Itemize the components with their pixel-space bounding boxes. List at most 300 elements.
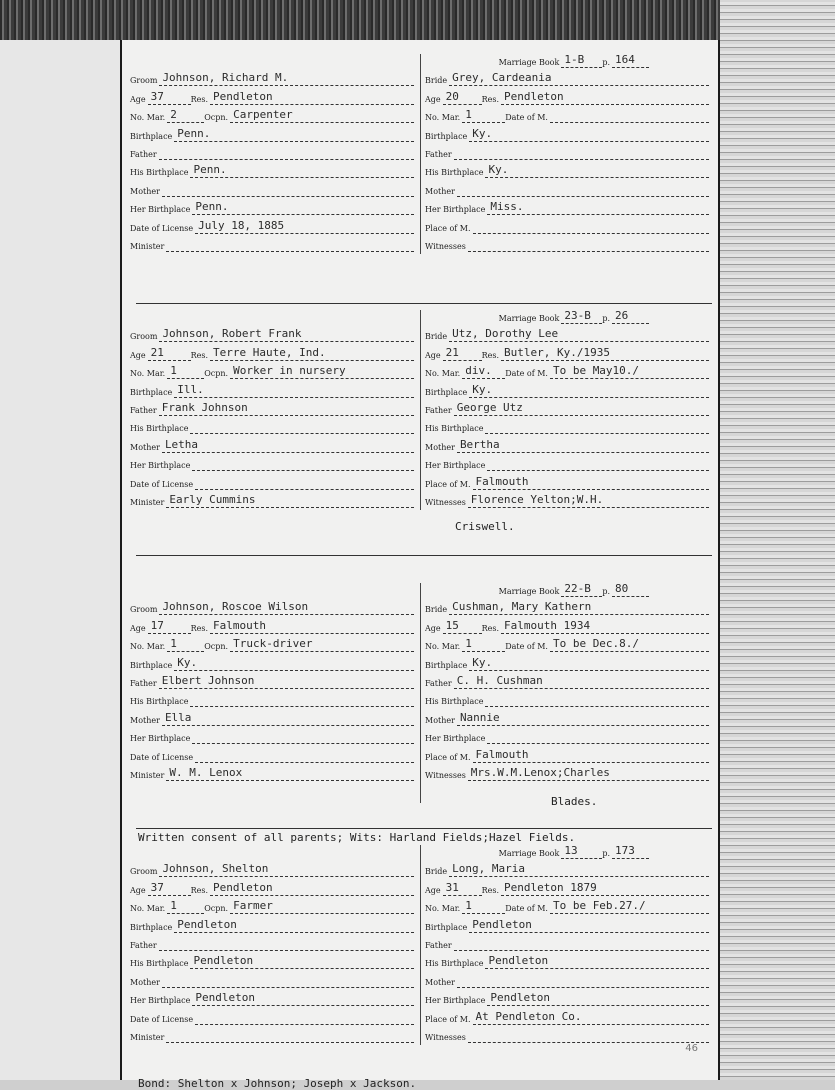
record-note: Written consent of all parents; Wits: Harland Fields;Hazel Fields. (138, 831, 576, 844)
field-label: Groom (130, 605, 158, 615)
field-label: Her Birthplace (130, 461, 191, 471)
bride-column (425, 54, 709, 252)
field-label: Date of M. (505, 904, 548, 914)
field-label: Age (425, 885, 441, 895)
field-label: His Birthplace (425, 168, 484, 178)
field-label: Father (425, 149, 452, 159)
form-row (130, 453, 414, 471)
field-label: His Birthplace (425, 424, 484, 434)
marriage-book-ref (425, 845, 709, 859)
groom-father-birthplace (190, 420, 414, 434)
witnesses (468, 1029, 709, 1043)
groom-mother-birthplace (192, 730, 414, 744)
groom-column (130, 68, 414, 252)
form-row (425, 1006, 709, 1024)
field-label: Marriage Book (498, 587, 560, 596)
field-label: Place of M. (425, 752, 471, 762)
groom-father-birthplace: Pendleton (190, 955, 414, 969)
form-row (130, 1025, 414, 1043)
field-label: Mother (425, 442, 455, 452)
field-label: Bride (425, 76, 448, 86)
field-label: No. Mar. (130, 369, 166, 379)
field-label: Res. (190, 623, 209, 633)
form-row (425, 453, 709, 471)
field-label: Groom (130, 76, 158, 86)
bride-father-birthplace: Ky. (485, 164, 709, 178)
field-label: Birthplace (130, 660, 173, 670)
form-row (130, 763, 414, 781)
field-label: Mother (425, 715, 455, 725)
field-label: His Birthplace (130, 168, 189, 178)
field-label: No. Mar. (425, 369, 461, 379)
form-row (130, 68, 414, 86)
bride-age: 15 (443, 620, 482, 634)
groom-mother-birthplace (192, 457, 414, 471)
minister (166, 1029, 414, 1043)
form-row (130, 896, 414, 914)
field-label: p. (602, 314, 610, 323)
field-label: Birthplace (130, 922, 173, 932)
form-row (130, 142, 414, 160)
bride-column (425, 845, 709, 1043)
groom-age: 37 (148, 91, 191, 105)
field-label: Her Birthplace (130, 996, 191, 1006)
groom-age: 21 (148, 347, 191, 361)
field-label: Mother (425, 977, 455, 987)
marriage-book-page: 80 (612, 583, 649, 597)
field-label: Place of M. (425, 223, 471, 233)
field-label: Bride (425, 332, 448, 342)
field-label: Father (130, 405, 157, 415)
field-label: Minister (130, 241, 165, 251)
place-of-marriage: Falmouth (473, 476, 709, 490)
form-row (130, 726, 414, 744)
field-label: Age (130, 885, 146, 895)
field-label: Ocpn. (204, 904, 229, 914)
field-label: His Birthplace (130, 959, 189, 969)
groom-father-birthplace: Penn. (190, 164, 414, 178)
field-label: Minister (130, 497, 165, 507)
field-label: Date of M. (505, 642, 548, 652)
form-row (130, 914, 414, 932)
field-label: Ocpn. (204, 369, 229, 379)
minister (166, 238, 414, 252)
groom-number-married: 1 (167, 638, 204, 652)
field-label: Ocpn. (204, 642, 229, 652)
bride-mother: Bertha (457, 439, 709, 453)
form-row (425, 615, 709, 633)
form-row (425, 652, 709, 670)
bride-name: Utz, Dorothy Lee (449, 328, 709, 342)
field-label: Marriage Book (498, 58, 560, 67)
record-separator (136, 555, 712, 556)
form-row (130, 969, 414, 987)
field-label: Res. (481, 623, 500, 633)
place-of-marriage (473, 220, 709, 234)
bride-number-married: 1 (462, 900, 505, 914)
groom-name: Johnson, Roscoe Wilson (159, 601, 414, 615)
field-label: Res. (481, 350, 500, 360)
record-separator (136, 303, 712, 304)
groom-mother (162, 974, 414, 988)
field-label: Father (130, 940, 157, 950)
form-row (425, 914, 709, 932)
form-row (425, 68, 709, 86)
form-row (425, 933, 709, 951)
place-of-marriage: Falmouth (473, 749, 709, 763)
column-divider (420, 583, 421, 803)
form-row (425, 215, 709, 233)
field-label: No. Mar. (425, 113, 461, 123)
form-row (425, 160, 709, 178)
field-label: Groom (130, 867, 158, 877)
field-label: Her Birthplace (425, 996, 486, 1006)
field-label: Mother (130, 442, 160, 452)
bride-residence: Pendleton 1879 (501, 882, 709, 896)
form-row (425, 707, 709, 725)
groom-father-birthplace (190, 693, 414, 707)
bride-birthplace: Ky. (469, 384, 709, 398)
marriage-book-ref (425, 54, 709, 68)
groom-father: Elbert Johnson (159, 675, 414, 689)
bride-name: Grey, Cardeania (449, 72, 709, 86)
form-row (130, 1006, 414, 1024)
groom-father: Frank Johnson (159, 402, 414, 416)
groom-birthplace: Pendleton (174, 919, 414, 933)
form-row (130, 471, 414, 489)
groom-occupation: Carpenter (230, 109, 414, 123)
field-label: Res. (481, 885, 500, 895)
form-row (130, 671, 414, 689)
form-row (130, 105, 414, 123)
bride-number-married: 1 (462, 109, 505, 123)
bride-father-birthplace: Pendleton (485, 955, 709, 969)
groom-occupation: Farmer (230, 900, 414, 914)
groom-age: 37 (148, 882, 191, 896)
bride-birthplace: Pendleton (469, 919, 709, 933)
field-label: Groom (130, 332, 158, 342)
form-row (130, 416, 414, 434)
form-row (425, 434, 709, 452)
form-row (425, 988, 709, 1006)
field-label: Birthplace (425, 922, 468, 932)
groom-column (130, 859, 414, 1043)
bride-age: 31 (443, 882, 482, 896)
form-row (130, 361, 414, 379)
field-label: Res. (190, 350, 209, 360)
column-divider (420, 310, 421, 510)
field-label: Date of License (130, 752, 194, 762)
field-label: Witnesses (425, 1032, 466, 1042)
groom-residence: Terre Haute, Ind. (210, 347, 414, 361)
groom-birthplace: Ky. (174, 657, 414, 671)
field-label: Marriage Book (498, 314, 560, 323)
field-label: Birthplace (130, 387, 173, 397)
bride-father-birthplace (485, 420, 709, 434)
field-label: Her Birthplace (425, 461, 486, 471)
record-separator (136, 828, 712, 829)
field-label: Age (425, 623, 441, 633)
marriage-book-number: 22-B (561, 583, 602, 597)
witnesses (468, 238, 709, 252)
form-row (425, 178, 709, 196)
field-label: His Birthplace (130, 697, 189, 707)
column-divider (420, 54, 421, 254)
date-of-marriage: To be May10./ (550, 365, 709, 379)
field-label: p. (602, 587, 610, 596)
form-row (425, 361, 709, 379)
field-label: Witnesses (425, 241, 466, 251)
field-label: Father (425, 405, 452, 415)
groom-mother (162, 183, 414, 197)
field-label: Her Birthplace (130, 205, 191, 215)
groom-mother-birthplace: Pendleton (192, 992, 414, 1006)
form-row (425, 877, 709, 895)
groom-name: Johnson, Robert Frank (159, 328, 414, 342)
witnesses-continued: Blades. (551, 795, 598, 808)
form-row (425, 471, 709, 489)
field-label: Birthplace (425, 387, 468, 397)
form-row (425, 490, 709, 508)
field-label: Age (425, 350, 441, 360)
bride-mother-birthplace (487, 730, 709, 744)
field-label: Witnesses (425, 770, 466, 780)
form-row (130, 988, 414, 1006)
groom-father (159, 146, 414, 160)
bride-birthplace: Ky. (469, 657, 709, 671)
bride-father-birthplace (485, 693, 709, 707)
field-label: p. (602, 849, 610, 858)
groom-column (130, 324, 414, 508)
form-row (130, 652, 414, 670)
groom-number-married: 1 (167, 900, 204, 914)
form-row (130, 615, 414, 633)
marriage-book-page: 26 (612, 310, 649, 324)
form-row (425, 744, 709, 762)
field-label: His Birthplace (425, 959, 484, 969)
field-label: No. Mar. (130, 904, 166, 914)
field-label: His Birthplace (130, 424, 189, 434)
marriage-book-ref (425, 310, 709, 324)
field-label: Date of License (130, 223, 194, 233)
form-row (130, 398, 414, 416)
field-label: Res. (481, 94, 500, 104)
form-row (425, 763, 709, 781)
form-row (130, 951, 414, 969)
form-row (425, 896, 709, 914)
bride-mother-birthplace (487, 457, 709, 471)
field-label: Father (130, 678, 157, 688)
bride-mother (457, 974, 709, 988)
field-label: Ocpn. (204, 113, 229, 123)
form-row (425, 1025, 709, 1043)
date-of-marriage (550, 109, 709, 123)
form-row (130, 379, 414, 397)
witnesses: Florence Yelton;W.H. (468, 494, 709, 508)
form-row (130, 160, 414, 178)
field-label: Father (130, 149, 157, 159)
bride-column (425, 583, 709, 808)
groom-number-married: 1 (167, 365, 204, 379)
field-label: Birthplace (130, 131, 173, 141)
marriage-book-number: 1-B (561, 54, 602, 68)
field-label: Place of M. (425, 1014, 471, 1024)
groom-age: 17 (148, 620, 191, 634)
date-of-marriage: To be Dec.8./ (550, 638, 709, 652)
marriage-book-number: 23-B (561, 310, 602, 324)
bride-residence: Butler, Ky./1935 (501, 347, 709, 361)
field-label: p. (602, 58, 610, 67)
form-row (425, 416, 709, 434)
bride-mother-birthplace: Miss. (487, 201, 709, 215)
form-row (130, 707, 414, 725)
bride-number-married: div. (462, 365, 505, 379)
form-row (425, 634, 709, 652)
marriage-book-number: 13 (561, 845, 602, 859)
form-row (425, 379, 709, 397)
marriage-record-page (120, 40, 720, 1090)
field-label: Mother (425, 186, 455, 196)
field-label: Birthplace (425, 660, 468, 670)
form-row (130, 123, 414, 141)
bride-birthplace: Ky. (469, 128, 709, 142)
field-label: Age (130, 623, 146, 633)
field-label: Mother (130, 186, 160, 196)
scan-margin-left (0, 40, 120, 1080)
form-row (130, 689, 414, 707)
scan-border-right (720, 0, 835, 1080)
groom-birthplace: Ill. (174, 384, 414, 398)
form-row (130, 597, 414, 615)
record-note: Bond: Shelton x Johnson; Joseph x Jackson. (138, 1077, 417, 1090)
groom-name: Johnson, Shelton (159, 863, 414, 877)
bride-name: Long, Maria (449, 863, 709, 877)
page-number: 46 (685, 1043, 698, 1054)
bride-mother (457, 183, 709, 197)
witnesses-continued: Criswell. (455, 520, 515, 533)
form-row (425, 123, 709, 141)
bride-number-married: 1 (462, 638, 505, 652)
bride-mother-birthplace: Pendleton (487, 992, 709, 1006)
form-row (425, 342, 709, 360)
field-label: Marriage Book (498, 849, 560, 858)
groom-residence: Pendleton (210, 91, 414, 105)
field-label: Age (425, 94, 441, 104)
form-row (425, 969, 709, 987)
field-label: His Birthplace (425, 697, 484, 707)
field-label: Age (130, 94, 146, 104)
date-of-marriage: To be Feb.27./ (550, 900, 709, 914)
groom-mother: Ella (162, 712, 414, 726)
form-row (130, 178, 414, 196)
groom-name: Johnson, Richard M. (159, 72, 414, 86)
field-label: Her Birthplace (425, 205, 486, 215)
field-label: Mother (130, 977, 160, 987)
field-label: Mother (130, 715, 160, 725)
field-label: Witnesses (425, 497, 466, 507)
field-label: No. Mar. (130, 642, 166, 652)
form-row (130, 490, 414, 508)
form-row (425, 859, 709, 877)
witnesses: Mrs.W.M.Lenox;Charles (468, 767, 709, 781)
column-divider (420, 845, 421, 1045)
field-label: Age (130, 350, 146, 360)
form-row (425, 671, 709, 689)
bride-father: George Utz (454, 402, 709, 416)
groom-birthplace: Penn. (174, 128, 414, 142)
minister: W. M. Lenox (166, 767, 414, 781)
form-row (425, 597, 709, 615)
form-row (425, 142, 709, 160)
form-row (425, 324, 709, 342)
field-label: No. Mar. (425, 642, 461, 652)
field-label: Minister (130, 770, 165, 780)
field-label: No. Mar. (130, 113, 166, 123)
scan-border-top (0, 0, 835, 40)
groom-mother: Letha (162, 439, 414, 453)
date-of-license (195, 1011, 414, 1025)
form-row (425, 398, 709, 416)
bride-residence: Pendleton (501, 91, 709, 105)
field-label: Father (425, 678, 452, 688)
field-label: No. Mar. (425, 904, 461, 914)
form-row (425, 951, 709, 969)
bride-mother: Nannie (457, 712, 709, 726)
bride-father (454, 937, 709, 951)
date-of-license (195, 476, 414, 490)
form-row (130, 859, 414, 877)
form-row (130, 877, 414, 895)
bride-father (454, 146, 709, 160)
field-label: Date of License (130, 479, 194, 489)
date-of-license: July 18, 1885 (195, 220, 414, 234)
form-row (425, 689, 709, 707)
marriage-book-ref (425, 583, 709, 597)
groom-number-married: 2 (167, 109, 204, 123)
field-label: Her Birthplace (130, 734, 191, 744)
form-row (130, 634, 414, 652)
field-label: Bride (425, 867, 448, 877)
form-row (425, 726, 709, 744)
form-row (425, 197, 709, 215)
field-label: Date of License (130, 1014, 194, 1024)
form-row (425, 86, 709, 104)
field-label: Date of M. (505, 369, 548, 379)
bride-name: Cushman, Mary Kathern (449, 601, 709, 615)
groom-residence: Falmouth (210, 620, 414, 634)
marriage-book-page: 164 (612, 54, 649, 68)
form-row (130, 197, 414, 215)
form-row (130, 215, 414, 233)
field-label: Her Birthplace (425, 734, 486, 744)
bride-father: C. H. Cushman (454, 675, 709, 689)
field-label: Date of M. (505, 113, 548, 123)
field-label: Minister (130, 1032, 165, 1042)
groom-column (130, 597, 414, 781)
field-label: Father (425, 940, 452, 950)
form-row (130, 342, 414, 360)
form-row (130, 933, 414, 951)
form-row (130, 234, 414, 252)
field-label: Birthplace (425, 131, 468, 141)
form-row (425, 234, 709, 252)
groom-occupation: Truck-driver (230, 638, 414, 652)
bride-residence: Falmouth 1934 (501, 620, 709, 634)
date-of-license (195, 749, 414, 763)
groom-occupation: Worker in nursery (230, 365, 414, 379)
groom-father (159, 937, 414, 951)
field-label: Place of M. (425, 479, 471, 489)
